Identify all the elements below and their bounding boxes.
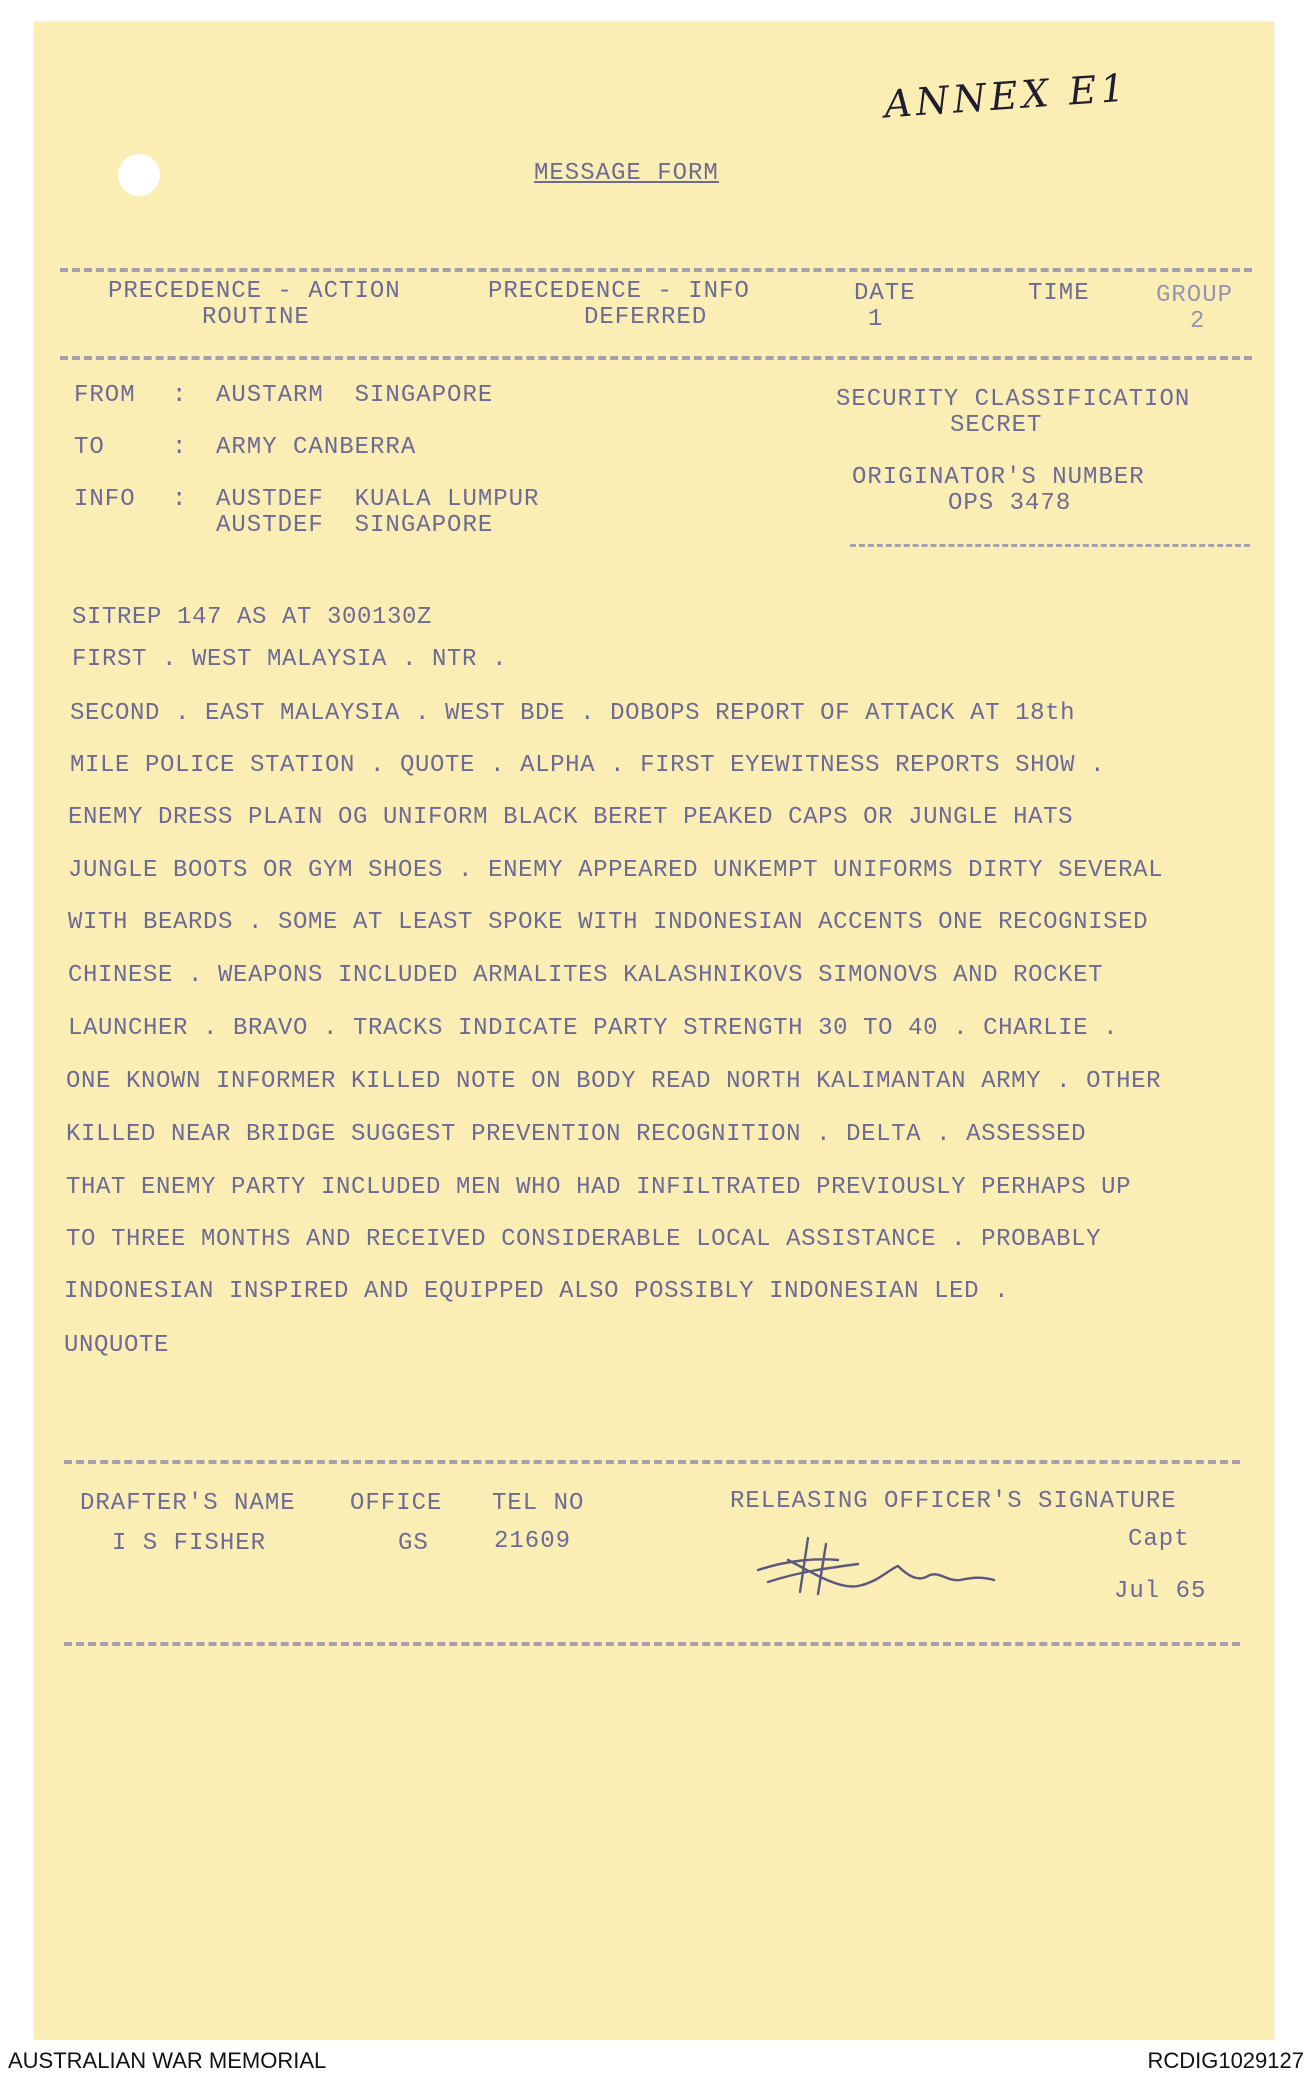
message-line: SECOND . EAST MALAYSIA . WEST BDE . DOBOPS REPORT OF ATTACK AT 18th <box>70 700 1076 727</box>
message-line: KILLED NEAR BRIDGE SUGGEST PREVENTION RECOGNITION . DELTA . ASSESSED <box>66 1121 1087 1148</box>
from-label: FROM <box>74 382 136 409</box>
time-label: TIME <box>1028 280 1090 307</box>
info-label: INFO <box>74 486 136 513</box>
originator-number-value: OPS 3478 <box>948 490 1072 517</box>
archive-footer <box>0 2040 1312 2082</box>
precedence-info-label: PRECEDENCE - INFO <box>488 278 750 305</box>
to-colon: : <box>172 434 188 461</box>
info-value-1: AUSTDEF KUALA LUMPUR <box>216 486 540 513</box>
security-classification-value: SECRET <box>950 412 1043 439</box>
info-colon: : <box>172 486 188 513</box>
to-value: ARMY CANBERRA <box>216 434 417 461</box>
message-line: UNQUOTE <box>64 1332 170 1359</box>
message-line: FIRST . WEST MALAYSIA . NTR . <box>72 646 508 673</box>
form-title: MESSAGE FORM <box>534 160 719 187</box>
office-value: GS <box>398 1530 429 1557</box>
tel-no-value: 21609 <box>494 1528 572 1555</box>
signature-mark <box>748 1530 1068 1610</box>
message-line: JUNGLE BOOTS OR GYM SHOES . ENEMY APPEARED UNKEMPT UNIFORMS DIRTY SEVERAL <box>68 857 1164 884</box>
precedence-action-label: PRECEDENCE - ACTION <box>108 278 401 305</box>
originator-number-label: ORIGINATOR'S NUMBER <box>852 464 1145 491</box>
group-label: GROUP <box>1156 282 1234 309</box>
message-line: SITREP 147 AS AT 300130Z <box>72 604 433 631</box>
message-line: INDONESIAN INSPIRED AND EQUIPPED ALSO POSSIBLY INDONESIAN LED . <box>64 1278 1010 1305</box>
message-line: CHINESE . WEAPONS INCLUDED ARMALITES KALASHNIKOVS SIMONOVS AND ROCKET <box>68 962 1104 989</box>
from-value: AUSTARM SINGAPORE <box>216 382 494 409</box>
archive-reference: RCDIG1029127 <box>1147 2048 1304 2073</box>
to-label: TO <box>74 434 105 461</box>
message-line: ENEMY DRESS PLAIN OG UNIFORM BLACK BERET PEAKED CAPS OR JUNGLE HATS <box>68 804 1074 831</box>
annex-annotation: ANNEX E1 <box>882 65 1130 127</box>
message-line: LAUNCHER . BRAVO . TRACKS INDICATE PARTY STRENGTH 30 TO 40 . CHARLIE . <box>68 1015 1119 1042</box>
drafter-name-label: DRAFTER'S NAME <box>80 1490 296 1517</box>
punch-hole <box>118 154 160 196</box>
info-value-2: AUSTDEF SINGAPORE <box>216 512 494 539</box>
releasing-officer-label: RELEASING OFFICER'S SIGNATURE <box>730 1488 1177 1515</box>
releasing-officer-rank: Capt <box>1128 1526 1190 1553</box>
header-bottom-rule <box>60 356 1252 360</box>
message-line: WITH BEARDS . SOME AT LEAST SPOKE WITH INDONESIAN ACCENTS ONE RECOGNISED <box>68 909 1149 936</box>
message-line: TO THREE MONTHS AND RECEIVED CONSIDERABLE LOCAL ASSISTANCE . PROBABLY <box>66 1226 1102 1253</box>
date-label: DATE <box>854 280 916 307</box>
drafter-top-rule <box>64 1460 1240 1464</box>
classification-rule <box>850 544 1250 547</box>
message-line: ONE KNOWN INFORMER KILLED NOTE ON BODY READ NORTH KALIMANTAN ARMY . OTHER <box>66 1068 1162 1095</box>
security-classification-label: SECURITY CLASSIFICATION <box>836 386 1191 413</box>
tel-no-label: TEL NO <box>492 1490 585 1517</box>
group-value: 2 <box>1190 308 1206 335</box>
date-value: 1 <box>868 306 884 333</box>
release-date: Jul 65 <box>1114 1578 1207 1605</box>
precedence-action-value: ROUTINE <box>202 304 310 331</box>
message-line: THAT ENEMY PARTY INCLUDED MEN WHO HAD INFILTRATED PREVIOUSLY PERHAPS UP <box>66 1174 1132 1201</box>
drafter-name-value: I S FISHER <box>112 1530 267 1557</box>
office-label: OFFICE <box>350 1490 443 1517</box>
drafter-bottom-rule <box>64 1642 1240 1646</box>
message-line: MILE POLICE STATION . QUOTE . ALPHA . FIRST EYEWITNESS REPORTS SHOW . <box>70 752 1106 779</box>
precedence-info-value: DEFERRED <box>584 304 708 331</box>
header-top-rule <box>60 268 1252 272</box>
from-colon: : <box>172 382 188 409</box>
archive-name: AUSTRALIAN WAR MEMORIAL <box>8 2048 327 2073</box>
